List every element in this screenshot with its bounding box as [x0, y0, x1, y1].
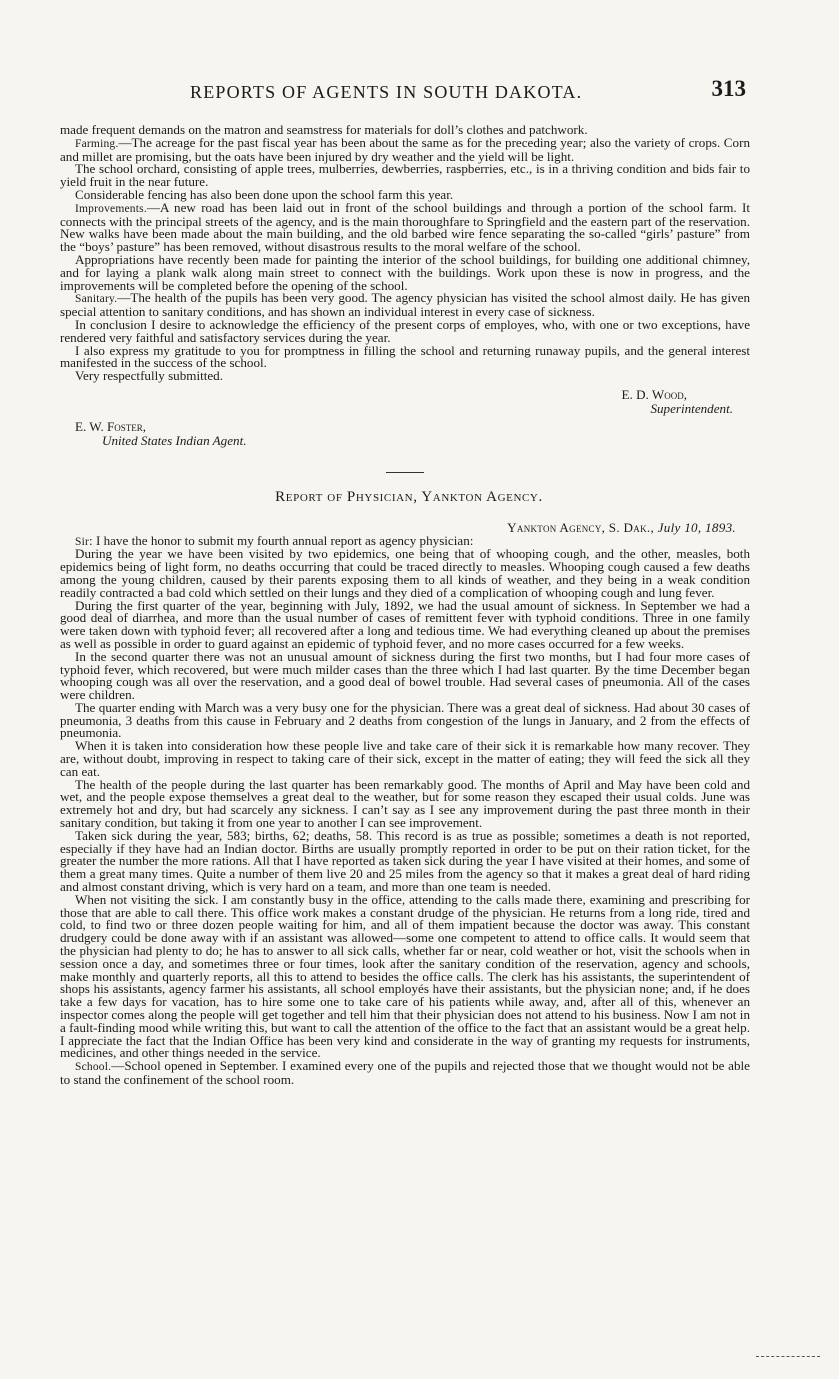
page-number: 313 — [711, 76, 746, 101]
paragraph-text: made frequent demands on the matron and seamstress for materials for doll’s clothes and patchwork. — [60, 122, 588, 137]
paragraph — [60, 548, 750, 599]
section-divider — [386, 472, 424, 473]
addressee-block — [60, 420, 750, 448]
paragraph-text: When it is taken into consideration how these people live and take care of their sick it is remarkable how many recover. They are, without doubt, improving in respect to taking care of their sick, except in the matter of eating; they will feed the sick all they can eat. — [60, 738, 750, 779]
paragraph-text: In the second quarter there was not an unusual amount of sickness during the first two months, but I had four more cases of typhoid fever, which recovered, but were much milder cases than the three which I had last quarter. By the time December began whooping cough was all over the reservation, and a good deal of bowel trouble. Had several cases of pneumonia. All of the cases were children. — [60, 648, 750, 703]
paragraph-text: —The health of the pupils has been very good. The agency physician has visited the school almost daily. He has given special attention to sanitary conditions, and has shown an individual interest in every case of sickness. — [60, 290, 750, 320]
paragraph-text: Taken sick during the year, 583; births, 62; deaths, 58. This record is as true as possible; sometimes a death is not reported, especially if they have had an Indian doctor. Births are usually promptly reported in order to be put on their ration ticket, for the greater the number the more rations. All that I have reported as taken sick during the year I have visited at their homes, and some of them a great many times. Quite a number of them live 20 and 25 miles from the agency so that it makes a great deal of hard riding and almost constant driving, which is very hard on a team, and more than one team is needed. — [60, 827, 750, 895]
paragraph-text: In conclusion I desire to acknowledge the efficiency of the present corps of employes, who, with one or two exceptions, have rendered very faithful and satisfactory services during the year. — [60, 316, 750, 345]
paragraph-text: —The acreage for the past fiscal year has been about the same as for the preceding year; also the variety of crops. Corn and millet are promising, but the oats have been injured by dry weather and the yield will be light. — [60, 134, 750, 164]
paragraph-text: I also express my gratitude to you for promptness in filling the school and returning runaway pupils, and the general interest manifested in the success of the school. — [60, 342, 750, 371]
paragraph-text: The health of the people during the last quarter has been remarkably good. The months of April and May have been cold and wet, and the people expose themselves a great deal to the weather, but for some reason they escaped their usual colds. June was extremely hot and dry, but had scarcely any sickness. I can’t say as I see any improvement during the past three month in their sanitary condition, but taking it from one year to another I can see improvement. — [60, 776, 750, 831]
paragraph — [60, 827, 750, 895]
paragraph-text: Appropriations have recently been made for painting the interior of the school buildings, for building one additional chimney, and for laying a plank walk along main street to connect with the buildings. Work upon these is now in progress, and the improvements will be completed before the opening of the school. — [60, 251, 750, 293]
paragraph-text: When not visiting the sick. I am constantly busy in the office, attending to the calls made there, examining and prescribing for those that are able to call there. This office work makes a constant drudge of the physician. He returns from a long ride, tired and cold, to find two or three dozen people waiting for him, and all of them impatient because the doctor was away. This constant drudgery could be done away with if an assistant was allowed—some one competent to attend to office calls. It would seem that the physician had plenty to do; he has to answer to all sick calls, whether far or near, cold weather or hot, visit the schools when in session once a day, and sometimes three or four times, look after the sanitary condition of the reservation, agency and schools, make monthly and quarterly reports, all this to attend to besides the office calls. The clerk has his assistants, the superintendent of shops his assistants, agency farmer his assistants, all school employés have their assistants, but the physician none; and, if he does take a few days for vacation, has to hire some one to take care of his patients while away, and, after all of this, whenever an inspector comes along the people will get together and tell him that their physician does not attend to his business. Now I am not in a fault-finding mood while writing this, but want to call the attention of the office to the fact that an assistant would be a great help. I appreciate the fact that the Indian Office has been very kind and considerate in the way of granting my requests for instruments, medicines, and other things needed in the service. — [60, 891, 750, 1061]
paragraph — [60, 199, 750, 255]
superintendent-report-end — [60, 124, 750, 383]
paragraph-lead: Improvements. — [75, 202, 147, 215]
paragraph-text: During the year we have been visited by two epidemics, one being that of whooping cough, and the other, measles, both epidemics being of light form, no deaths occurring that could be traced directly to measles. Whooping cough caused a few deaths among the young children, caused by their parents exposing them to all kinds of weather, and they being in a weak condition readily contracted a bad cold which settled on their lungs and they died of a complication of whooping cough and lung fever. — [60, 546, 750, 600]
paragraph-text: The quarter ending with March was a very busy one for the physician. There was a great deal of sickness. Had about 30 cases of pneumonia, 3 deaths from this cause in February and 2 deaths from congestion of the lungs in January, and 2 from the effects of pneumonia. — [60, 699, 750, 741]
addressee-role: United States Indian Agent. — [102, 432, 247, 448]
dateline-place: Yankton Agency, S. Dak., — [507, 519, 655, 535]
paragraph — [60, 891, 750, 1061]
paragraph-lead: Sir — [75, 535, 90, 548]
superintendent-signature — [60, 388, 750, 416]
addressee-name: E. W. Foster, — [75, 418, 147, 434]
section-title: Report of Physician, Yankton Agency. — [275, 488, 543, 505]
paragraph — [60, 134, 750, 164]
signatory-name: E. D. Wood, — [621, 386, 687, 402]
page-header — [60, 76, 750, 110]
paragraph — [60, 316, 750, 345]
paragraph — [60, 342, 750, 371]
paragraph-lead: Farming. — [75, 137, 119, 150]
paragraph-text: —A new road has been laid out in front of the school buildings and through a portion of the school farm. It connects with the principal streets of the agency, and is the main thoroughfare to Springfield and the eastern part of the reservation. New walks have been made about the main building, and the old barbed wire fence separating the so-called “girls’ pasture” from the “boys’ pasture” has been removed, without disastrous results to the moral welfare of the school. — [60, 199, 750, 255]
paragraph — [60, 699, 750, 741]
dateline-date: July 10, 1893. — [657, 519, 736, 535]
paragraph-text: During the first quarter of the year, beginning with July, 1892, we had the usual amount of sickness. In September we had a good deal of diarrhea, and more than the usual number of cases of remittent fever with typhoid conditions. Three in one family were taken down with typhoid fever; all recovered after a long and tedious time. We had everything cleaned up about the premises as well as possible in order to guard against an epidemic of typhoid fever, and no more cases occurred for a few weeks. — [60, 597, 750, 651]
physician-report — [60, 532, 750, 1087]
paragraph — [60, 597, 750, 651]
paragraph-text: Very respectfully submitted. — [75, 368, 223, 384]
paragraph-text: : I have the honor to submit my fourth annual report as agency physician: — [89, 532, 474, 548]
paragraph-text: Considerable fencing has also been done upon the school farm this year. — [75, 186, 454, 202]
paragraph — [60, 776, 750, 831]
paragraph-text: —School opened in September. I examined every one of the pupils and rejected those that we thought would not be able to stand the confinement of the school room. — [60, 1058, 750, 1087]
paragraph — [60, 251, 750, 293]
paragraph — [60, 740, 750, 778]
paragraph-text: The school orchard, consisting of apple trees, mulberries, dewberries, raspberries, etc., is in a thriving condition and bids fair to yield fruit in the near future. — [60, 161, 750, 190]
paragraph — [60, 648, 750, 703]
page-edge-mark — [756, 1356, 820, 1358]
paragraph — [60, 1060, 750, 1087]
paragraph — [60, 163, 750, 189]
paragraph — [60, 292, 750, 319]
paragraph-lead: Sanitary. — [75, 293, 118, 306]
signatory-role: Superintendent. — [650, 400, 733, 416]
paragraph-lead: School. — [75, 1061, 112, 1074]
paragraph — [60, 370, 750, 383]
report-body — [60, 124, 750, 1087]
running-title: REPORTS OF AGENTS IN SOUTH DAKOTA. — [190, 82, 583, 102]
